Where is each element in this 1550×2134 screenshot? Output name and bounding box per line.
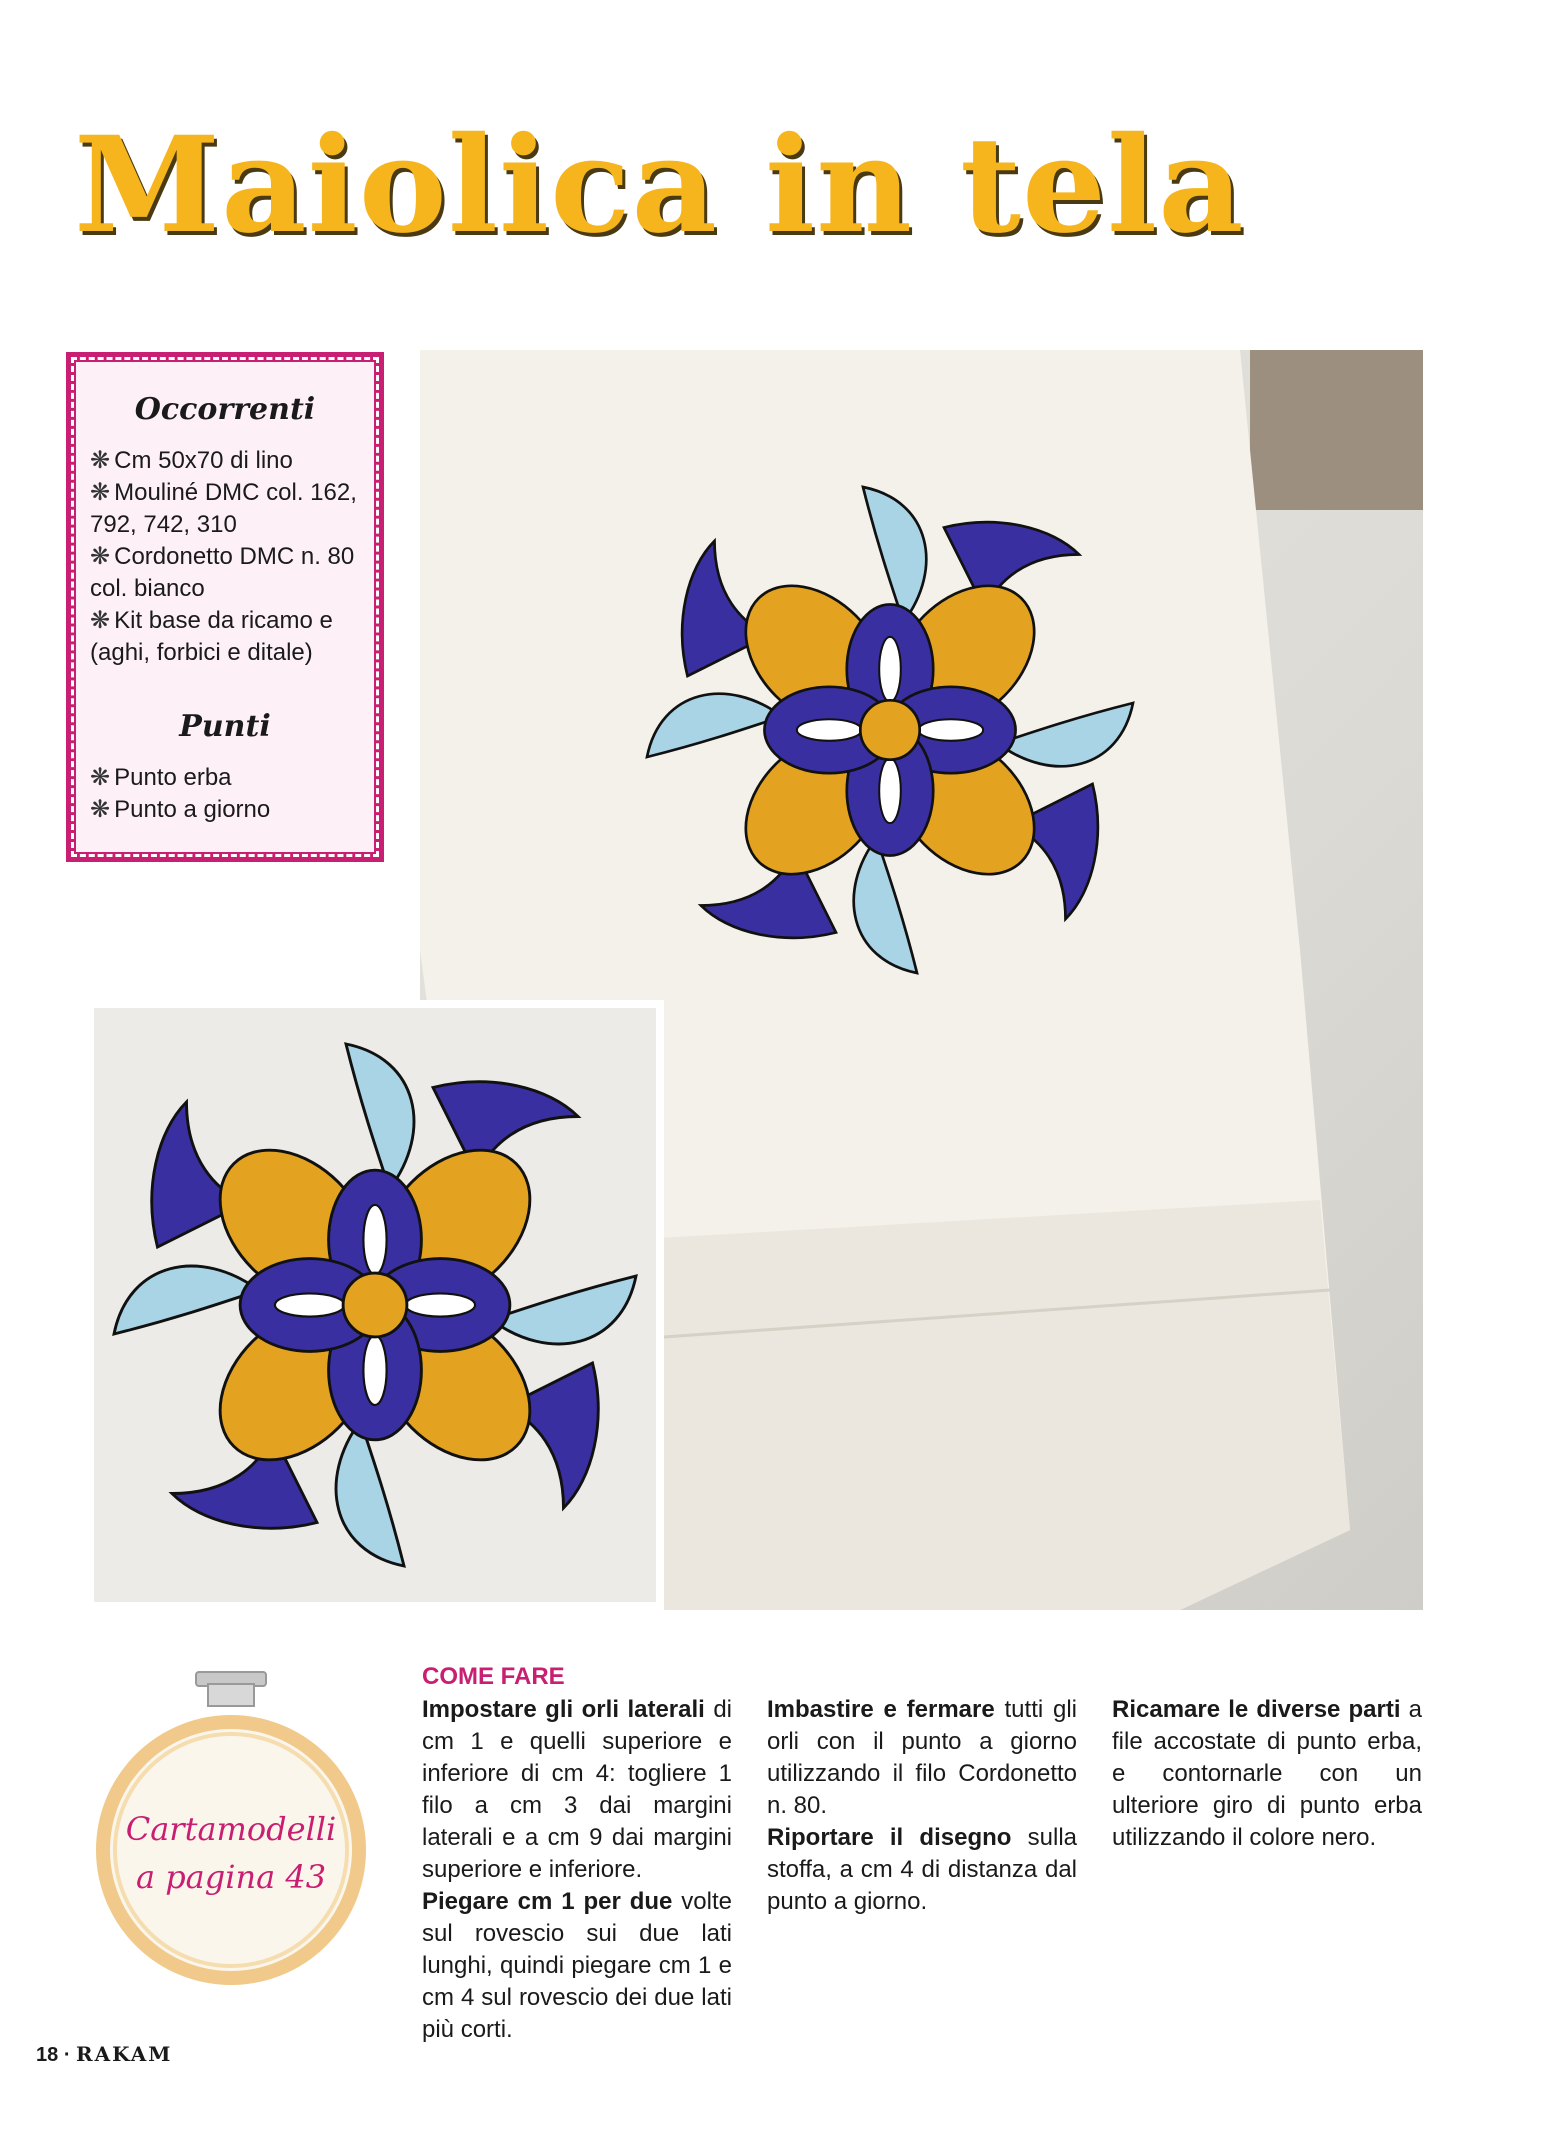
magazine-name: RAKAM <box>76 2042 173 2066</box>
step-2: Piegare cm 1 per due volte sul rovescio sui due lati lunghi, quindi piegare cm 1 e cm 4 sul rovescio dei due lati più corti. <box>422 1888 732 2043</box>
badge-line-2: a pagina 43 <box>135 1858 327 1896</box>
materials-box <box>66 352 384 862</box>
list-item: ❋ Cordonetto DMC n. 80 col. bianco <box>90 543 355 602</box>
step-5: Ricamare le diverse parti a file accostate di punto erba, e contornarle con un ulteriore giro di punto erba utilizzando il colore nero. <box>1112 1696 1423 1851</box>
come-fare-heading: COME FARE <box>422 1663 565 1690</box>
list-item: ❋ Kit base da ricamo e (aghi, forbici e ditale) <box>90 607 333 666</box>
instructions-column-3 <box>1112 1694 1422 1854</box>
step-3: Imbastire e fermare tutti gli orli con il punto a giorno utilizzando il filo Cordonetto n. 80. <box>767 1696 1078 1819</box>
punti-list <box>90 762 360 826</box>
page-title: Maiolica in tela <box>74 108 1245 263</box>
tile-closeup-photo <box>86 1000 664 1610</box>
list-item: ❋ Punto erba <box>90 764 232 791</box>
occorrenti-list <box>90 445 360 669</box>
snowflake-bullet-icon: ❋ <box>90 796 111 823</box>
punti-heading: Punti <box>179 709 271 744</box>
step-4: Riportare il disegno sulla stoffa, a cm 4 di distanza dal punto a giorno. <box>767 1824 1077 1915</box>
snowflake-bullet-icon: ❋ <box>90 607 111 634</box>
snowflake-bullet-icon: ❋ <box>90 543 111 570</box>
pattern-badge <box>96 1660 366 1990</box>
snowflake-bullet-icon: ❋ <box>90 447 111 474</box>
instructions-column-1 <box>422 1660 732 2046</box>
snowflake-bullet-icon: ❋ <box>90 764 111 791</box>
badge-text <box>96 1805 366 1901</box>
snowflake-bullet-icon: ❋ <box>90 479 111 506</box>
step-1: Impostare gli orli laterali di cm 1 e quelli superiore e inferiore di cm 4: togliere 1 filo a cm 3 dai margini laterali e a cm 9 dai margini superiore e inferiore. <box>422 1696 732 1883</box>
occorrenti-heading: Occorrenti <box>134 392 316 427</box>
list-item: ❋ Cm 50x70 di lino <box>90 447 293 474</box>
list-item: ❋ Punto a giorno <box>90 796 271 823</box>
list-item: ❋ Mouliné DMC col. 162, 792, 742, 310 <box>90 479 357 538</box>
page-footer <box>36 2042 172 2067</box>
badge-line-1: Cartamodelli <box>125 1810 337 1848</box>
instructions-column-2 <box>767 1694 1077 1918</box>
footer-separator: · <box>63 2044 71 2066</box>
page-number: 18 <box>36 2044 59 2066</box>
